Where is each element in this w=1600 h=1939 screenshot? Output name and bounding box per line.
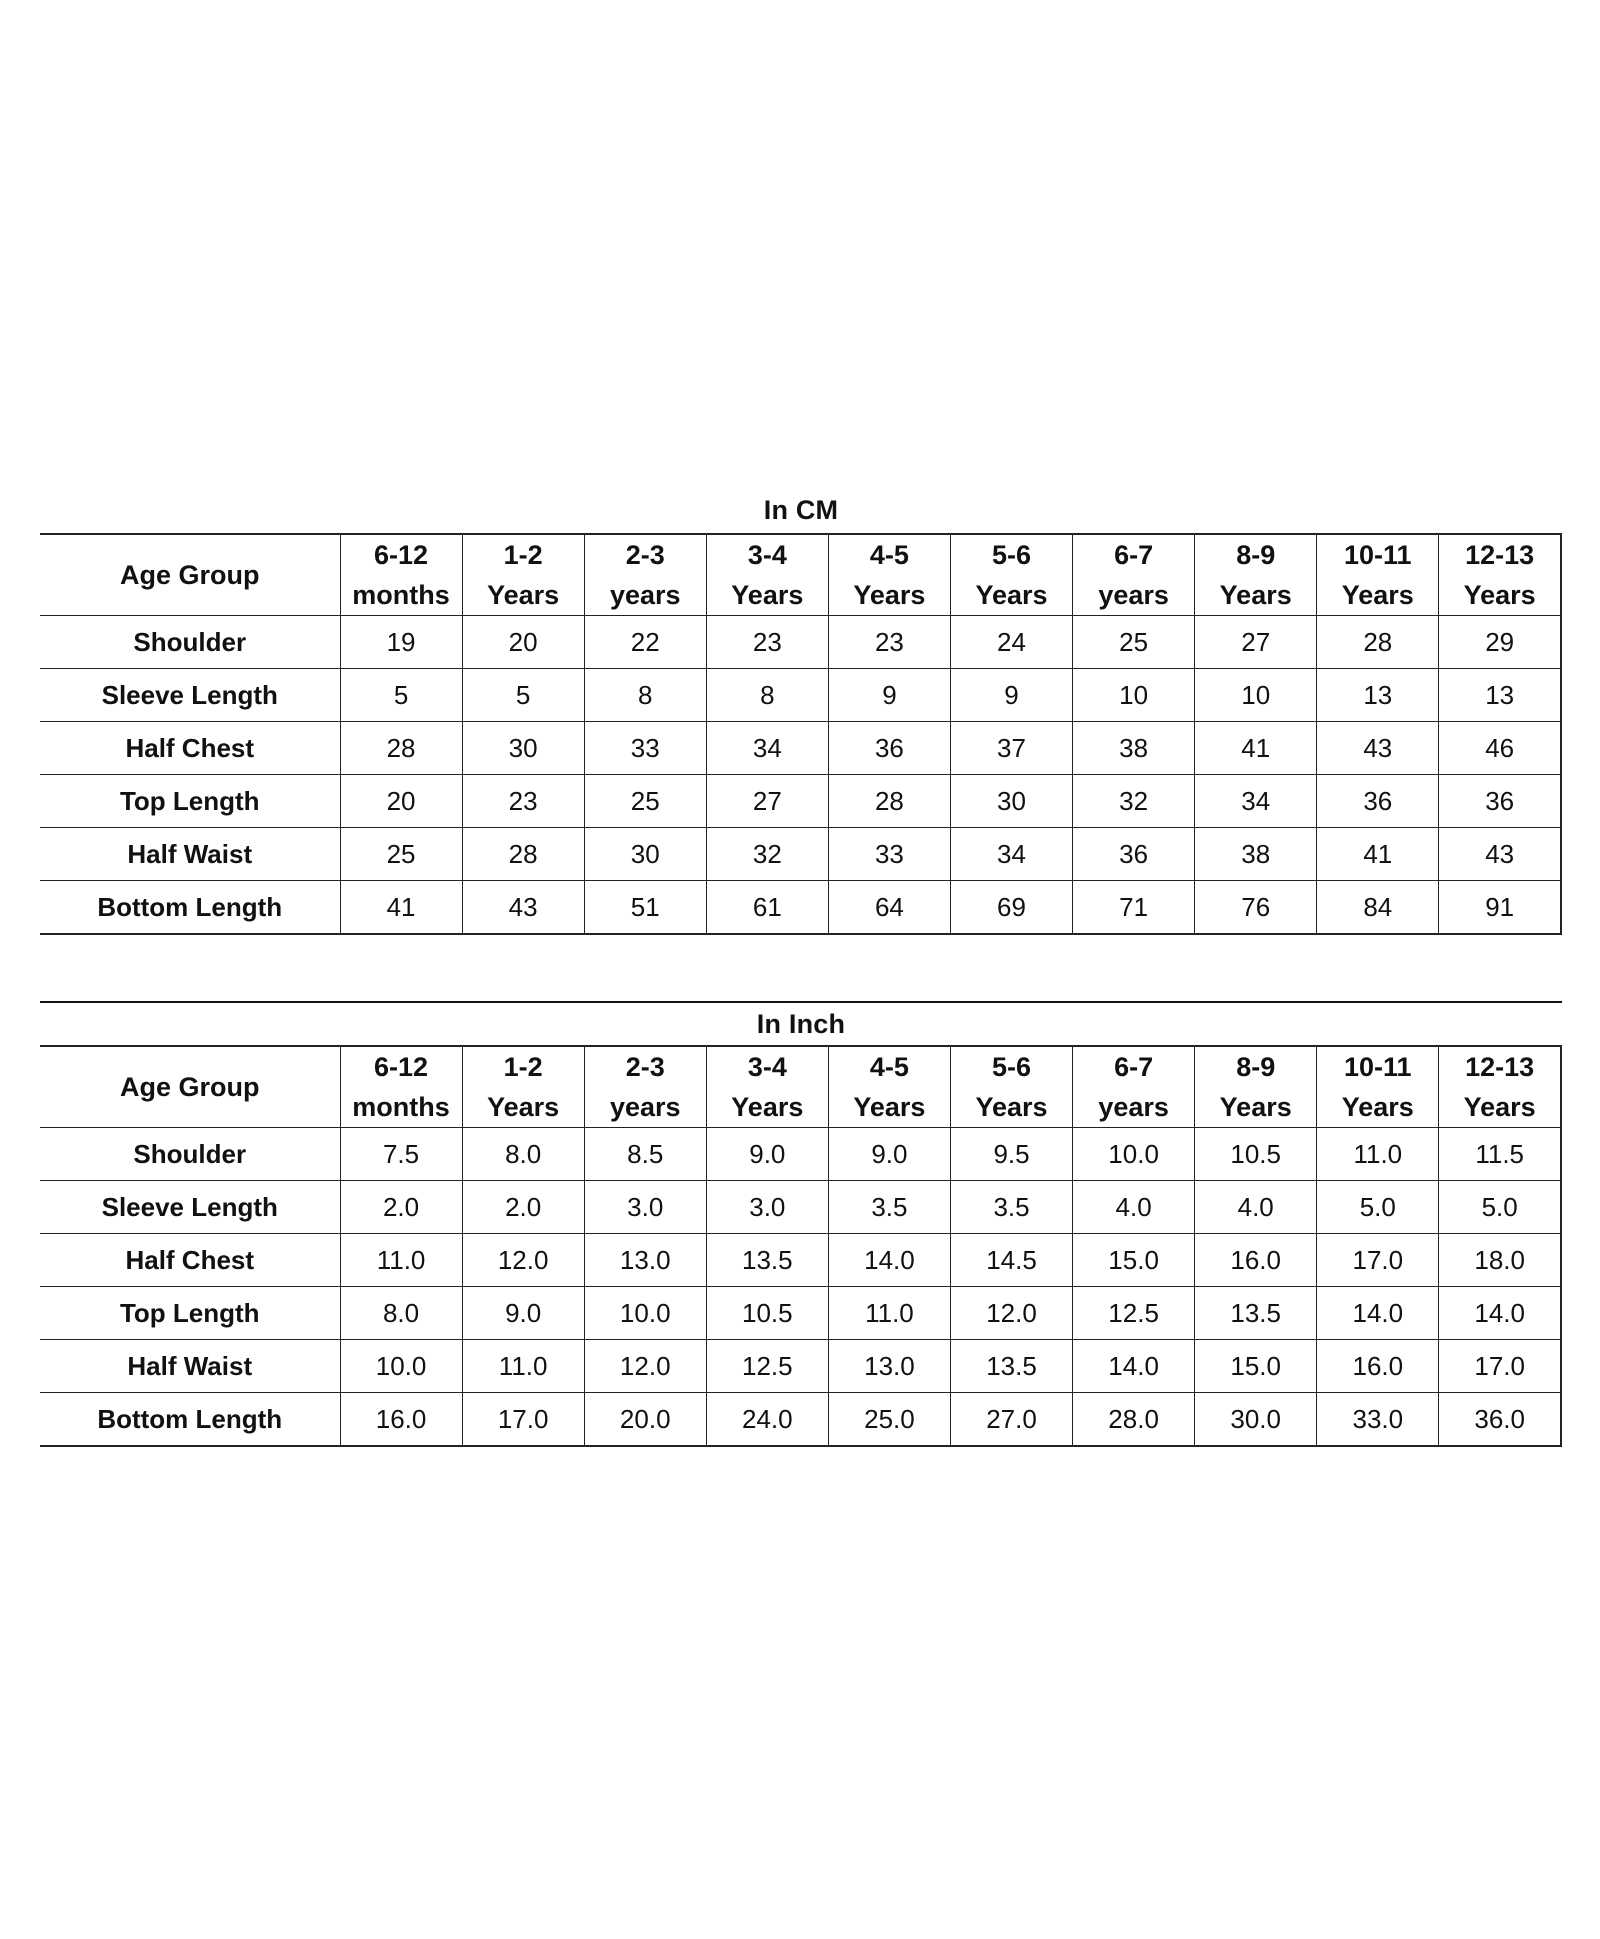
measurement-value: 25 bbox=[584, 775, 706, 828]
age-column-header bbox=[706, 1046, 828, 1128]
measurement-value: 13 bbox=[1439, 669, 1561, 722]
measurement-value: 20 bbox=[340, 775, 462, 828]
measurement-value: 22 bbox=[584, 616, 706, 669]
measurement-value: 14.0 bbox=[1317, 1287, 1439, 1340]
table-row bbox=[40, 1128, 1561, 1181]
measurement-value: 16.0 bbox=[340, 1393, 462, 1447]
measurement-value: 12.5 bbox=[706, 1340, 828, 1393]
age-unit: Years bbox=[487, 580, 560, 610]
measurement-value: 13 bbox=[1317, 669, 1439, 722]
measurement-value: 14.0 bbox=[1439, 1287, 1561, 1340]
measurement-label: Half Waist bbox=[40, 1340, 340, 1393]
measurement-label: Sleeve Length bbox=[40, 1181, 340, 1234]
measurement-value: 27 bbox=[1195, 616, 1317, 669]
measurement-value: 91 bbox=[1439, 881, 1561, 935]
age-range: 5-6 bbox=[992, 1052, 1032, 1082]
measurement-value: 12.0 bbox=[584, 1340, 706, 1393]
measurement-value: 9.0 bbox=[706, 1128, 828, 1181]
measurement-value: 9 bbox=[950, 669, 1072, 722]
table-row bbox=[40, 1287, 1561, 1340]
measurement-value: 4.0 bbox=[1195, 1181, 1317, 1234]
measurement-value: 23 bbox=[462, 775, 584, 828]
measurement-value: 28 bbox=[462, 828, 584, 881]
measurement-value: 15.0 bbox=[1073, 1234, 1195, 1287]
measurement-value: 8 bbox=[706, 669, 828, 722]
age-group-header: Age Group bbox=[40, 1046, 340, 1128]
age-unit: Years bbox=[975, 580, 1048, 610]
age-unit: years bbox=[609, 1092, 681, 1122]
measurement-value: 3.5 bbox=[828, 1181, 950, 1234]
measurement-label: Sleeve Length bbox=[40, 669, 340, 722]
measurement-value: 36 bbox=[828, 722, 950, 775]
measurement-value: 43 bbox=[1439, 828, 1561, 881]
measurement-value: 10 bbox=[1073, 669, 1195, 722]
age-unit: Years bbox=[487, 1092, 560, 1122]
measurement-value: 43 bbox=[1317, 722, 1439, 775]
age-column-header bbox=[950, 1046, 1072, 1128]
measurement-value: 3.5 bbox=[950, 1181, 1072, 1234]
table-row bbox=[40, 775, 1561, 828]
measurement-value: 2.0 bbox=[340, 1181, 462, 1234]
measurement-value: 3.0 bbox=[706, 1181, 828, 1234]
measurement-value: 33 bbox=[584, 722, 706, 775]
measurement-value: 17.0 bbox=[462, 1393, 584, 1447]
age-range: 6-12 bbox=[374, 540, 429, 570]
measurement-value: 33.0 bbox=[1317, 1393, 1439, 1447]
age-column-header bbox=[584, 1046, 706, 1128]
measurement-value: 41 bbox=[1317, 828, 1439, 881]
measurement-value: 11.0 bbox=[828, 1287, 950, 1340]
size-table bbox=[40, 533, 1562, 935]
age-range: 1-2 bbox=[503, 1052, 543, 1082]
measurement-value: 12.0 bbox=[950, 1287, 1072, 1340]
measurement-value: 9 bbox=[828, 669, 950, 722]
age-unit: months bbox=[352, 1092, 450, 1122]
measurement-value: 18.0 bbox=[1439, 1234, 1561, 1287]
measurement-value: 12.0 bbox=[462, 1234, 584, 1287]
age-range: 3-4 bbox=[747, 540, 787, 570]
age-range: 2-3 bbox=[625, 540, 665, 570]
measurement-value: 27 bbox=[706, 775, 828, 828]
measurement-value: 19 bbox=[340, 616, 462, 669]
header-row bbox=[40, 534, 1561, 616]
measurement-value: 41 bbox=[1195, 722, 1317, 775]
age-column-header bbox=[1195, 1046, 1317, 1128]
age-group-header: Age Group bbox=[40, 534, 340, 616]
age-column-header bbox=[1073, 1046, 1195, 1128]
age-unit: Years bbox=[853, 1092, 926, 1122]
measurement-value: 28 bbox=[828, 775, 950, 828]
age-unit: Years bbox=[731, 1092, 804, 1122]
measurement-value: 16.0 bbox=[1195, 1234, 1317, 1287]
measurement-value: 9.0 bbox=[462, 1287, 584, 1340]
age-unit: years bbox=[1098, 580, 1169, 610]
age-range: 6-7 bbox=[1114, 540, 1154, 570]
age-unit: Years bbox=[1341, 1092, 1414, 1122]
measurement-value: 9.5 bbox=[950, 1128, 1072, 1181]
measurement-value: 12.5 bbox=[1073, 1287, 1195, 1340]
age-column-header bbox=[1439, 1046, 1561, 1128]
measurement-value: 10.0 bbox=[340, 1340, 462, 1393]
table-row bbox=[40, 669, 1561, 722]
measurement-value: 15.0 bbox=[1195, 1340, 1317, 1393]
measurement-value: 8 bbox=[584, 669, 706, 722]
measurement-value: 17.0 bbox=[1439, 1340, 1561, 1393]
age-range: 6-12 bbox=[374, 1052, 429, 1082]
age-column-header bbox=[828, 1046, 950, 1128]
measurement-value: 11.0 bbox=[462, 1340, 584, 1393]
age-range: 8-9 bbox=[1236, 1052, 1276, 1082]
age-unit: Years bbox=[975, 1092, 1048, 1122]
measurement-value: 36.0 bbox=[1439, 1393, 1561, 1447]
measurement-value: 61 bbox=[706, 881, 828, 935]
age-range: 4-5 bbox=[869, 1052, 909, 1082]
measurement-value: 16.0 bbox=[1317, 1340, 1439, 1393]
measurement-value: 28 bbox=[1317, 616, 1439, 669]
age-unit: Years bbox=[1219, 1092, 1292, 1122]
age-column-header bbox=[1073, 534, 1195, 616]
table-row bbox=[40, 828, 1561, 881]
measurement-label: Bottom Length bbox=[40, 881, 340, 935]
table-row bbox=[40, 722, 1561, 775]
measurement-value: 30 bbox=[462, 722, 584, 775]
measurement-value: 10 bbox=[1195, 669, 1317, 722]
table-row bbox=[40, 1393, 1561, 1447]
age-range: 2-3 bbox=[625, 1052, 665, 1082]
measurement-value: 10.5 bbox=[706, 1287, 828, 1340]
measurement-value: 30 bbox=[584, 828, 706, 881]
age-range: 8-9 bbox=[1236, 540, 1276, 570]
age-column-header bbox=[706, 534, 828, 616]
measurement-value: 28.0 bbox=[1073, 1393, 1195, 1447]
measurement-value: 38 bbox=[1073, 722, 1195, 775]
age-column-header bbox=[462, 1046, 584, 1128]
measurement-value: 36 bbox=[1439, 775, 1561, 828]
measurement-value: 20.0 bbox=[584, 1393, 706, 1447]
measurement-value: 51 bbox=[584, 881, 706, 935]
age-range: 3-4 bbox=[747, 1052, 787, 1082]
measurement-value: 69 bbox=[950, 881, 1072, 935]
age-unit: Years bbox=[731, 580, 804, 610]
table-title: In Inch bbox=[40, 1001, 1562, 1045]
age-unit: Years bbox=[1463, 1092, 1536, 1122]
measurement-value: 36 bbox=[1073, 828, 1195, 881]
measurement-value: 37 bbox=[950, 722, 1072, 775]
table-row bbox=[40, 1234, 1561, 1287]
table-row bbox=[40, 616, 1561, 669]
measurement-value: 27.0 bbox=[950, 1393, 1072, 1447]
age-unit: Years bbox=[1341, 580, 1414, 610]
measurement-value: 11.5 bbox=[1439, 1128, 1561, 1181]
size-table bbox=[40, 1045, 1562, 1447]
size-chart-cm bbox=[40, 487, 1562, 935]
measurement-value: 5.0 bbox=[1439, 1181, 1561, 1234]
measurement-value: 9.0 bbox=[828, 1128, 950, 1181]
measurement-value: 5 bbox=[462, 669, 584, 722]
measurement-value: 46 bbox=[1439, 722, 1561, 775]
measurement-value: 13.0 bbox=[828, 1340, 950, 1393]
age-column-header bbox=[1439, 534, 1561, 616]
measurement-value: 2.0 bbox=[462, 1181, 584, 1234]
measurement-value: 24 bbox=[950, 616, 1072, 669]
measurement-value: 30.0 bbox=[1195, 1393, 1317, 1447]
header-row bbox=[40, 1046, 1561, 1128]
measurement-value: 32 bbox=[706, 828, 828, 881]
measurement-value: 10.5 bbox=[1195, 1128, 1317, 1181]
age-unit: years bbox=[1098, 1092, 1169, 1122]
measurement-value: 30 bbox=[950, 775, 1072, 828]
age-column-header bbox=[1195, 534, 1317, 616]
age-column-header bbox=[1317, 1046, 1439, 1128]
measurement-value: 36 bbox=[1317, 775, 1439, 828]
measurement-label: Shoulder bbox=[40, 1128, 340, 1181]
age-unit: years bbox=[609, 580, 681, 610]
age-column-header bbox=[462, 534, 584, 616]
measurement-value: 8.0 bbox=[462, 1128, 584, 1181]
measurement-value: 11.0 bbox=[340, 1234, 462, 1287]
age-column-header bbox=[584, 534, 706, 616]
measurement-value: 11.0 bbox=[1317, 1128, 1439, 1181]
measurement-value: 25.0 bbox=[828, 1393, 950, 1447]
measurement-value: 4.0 bbox=[1073, 1181, 1195, 1234]
age-range: 12-13 bbox=[1465, 540, 1535, 570]
measurement-value: 20 bbox=[462, 616, 584, 669]
age-range: 6-7 bbox=[1114, 1052, 1154, 1082]
measurement-label: Bottom Length bbox=[40, 1393, 340, 1447]
measurement-label: Half Chest bbox=[40, 722, 340, 775]
measurement-value: 10.0 bbox=[1073, 1128, 1195, 1181]
age-range: 4-5 bbox=[869, 540, 909, 570]
measurement-value: 14.5 bbox=[950, 1234, 1072, 1287]
measurement-label: Top Length bbox=[40, 775, 340, 828]
age-range: 1-2 bbox=[503, 540, 543, 570]
measurement-value: 25 bbox=[340, 828, 462, 881]
age-column-header bbox=[340, 1046, 462, 1128]
table-row bbox=[40, 881, 1561, 935]
measurement-value: 29 bbox=[1439, 616, 1561, 669]
measurement-value: 64 bbox=[828, 881, 950, 935]
measurement-value: 13.5 bbox=[706, 1234, 828, 1287]
measurement-value: 71 bbox=[1073, 881, 1195, 935]
measurement-value: 43 bbox=[462, 881, 584, 935]
measurement-value: 28 bbox=[340, 722, 462, 775]
age-range: 12-13 bbox=[1465, 1052, 1535, 1082]
measurement-value: 13.5 bbox=[950, 1340, 1072, 1393]
table-row bbox=[40, 1181, 1561, 1234]
age-column-header bbox=[828, 534, 950, 616]
measurement-value: 5 bbox=[340, 669, 462, 722]
age-unit: months bbox=[352, 580, 450, 610]
measurement-value: 3.0 bbox=[584, 1181, 706, 1234]
table-row bbox=[40, 1340, 1561, 1393]
measurement-value: 8.0 bbox=[340, 1287, 462, 1340]
measurement-label: Half Waist bbox=[40, 828, 340, 881]
age-range: 5-6 bbox=[992, 540, 1032, 570]
age-unit: Years bbox=[1219, 580, 1292, 610]
measurement-value: 23 bbox=[828, 616, 950, 669]
age-unit: Years bbox=[1463, 580, 1536, 610]
table-title: In CM bbox=[763, 495, 839, 525]
measurement-value: 13.5 bbox=[1195, 1287, 1317, 1340]
measurement-value: 24.0 bbox=[706, 1393, 828, 1447]
measurement-value: 14.0 bbox=[828, 1234, 950, 1287]
size-chart-inch bbox=[40, 1001, 1562, 1447]
measurement-label: Shoulder bbox=[40, 616, 340, 669]
measurement-value: 33 bbox=[828, 828, 950, 881]
measurement-value: 34 bbox=[950, 828, 1072, 881]
measurement-value: 14.0 bbox=[1073, 1340, 1195, 1393]
measurement-value: 8.5 bbox=[584, 1128, 706, 1181]
age-range: 10-11 bbox=[1344, 1052, 1412, 1082]
measurement-value: 17.0 bbox=[1317, 1234, 1439, 1287]
measurement-value: 25 bbox=[1073, 616, 1195, 669]
measurement-value: 7.5 bbox=[340, 1128, 462, 1181]
measurement-value: 41 bbox=[340, 881, 462, 935]
age-column-header bbox=[1317, 534, 1439, 616]
measurement-value: 5.0 bbox=[1317, 1181, 1439, 1234]
measurement-value: 23 bbox=[706, 616, 828, 669]
measurement-value: 84 bbox=[1317, 881, 1439, 935]
measurement-value: 32 bbox=[1073, 775, 1195, 828]
measurement-value: 13.0 bbox=[584, 1234, 706, 1287]
measurement-value: 76 bbox=[1195, 881, 1317, 935]
measurement-value: 34 bbox=[706, 722, 828, 775]
age-column-header bbox=[340, 534, 462, 616]
age-column-header bbox=[950, 534, 1072, 616]
measurement-label: Half Chest bbox=[40, 1234, 340, 1287]
measurement-value: 34 bbox=[1195, 775, 1317, 828]
measurement-label: Top Length bbox=[40, 1287, 340, 1340]
age-range: 10-11 bbox=[1344, 540, 1412, 570]
age-unit: Years bbox=[853, 580, 926, 610]
measurement-value: 38 bbox=[1195, 828, 1317, 881]
measurement-value: 10.0 bbox=[584, 1287, 706, 1340]
